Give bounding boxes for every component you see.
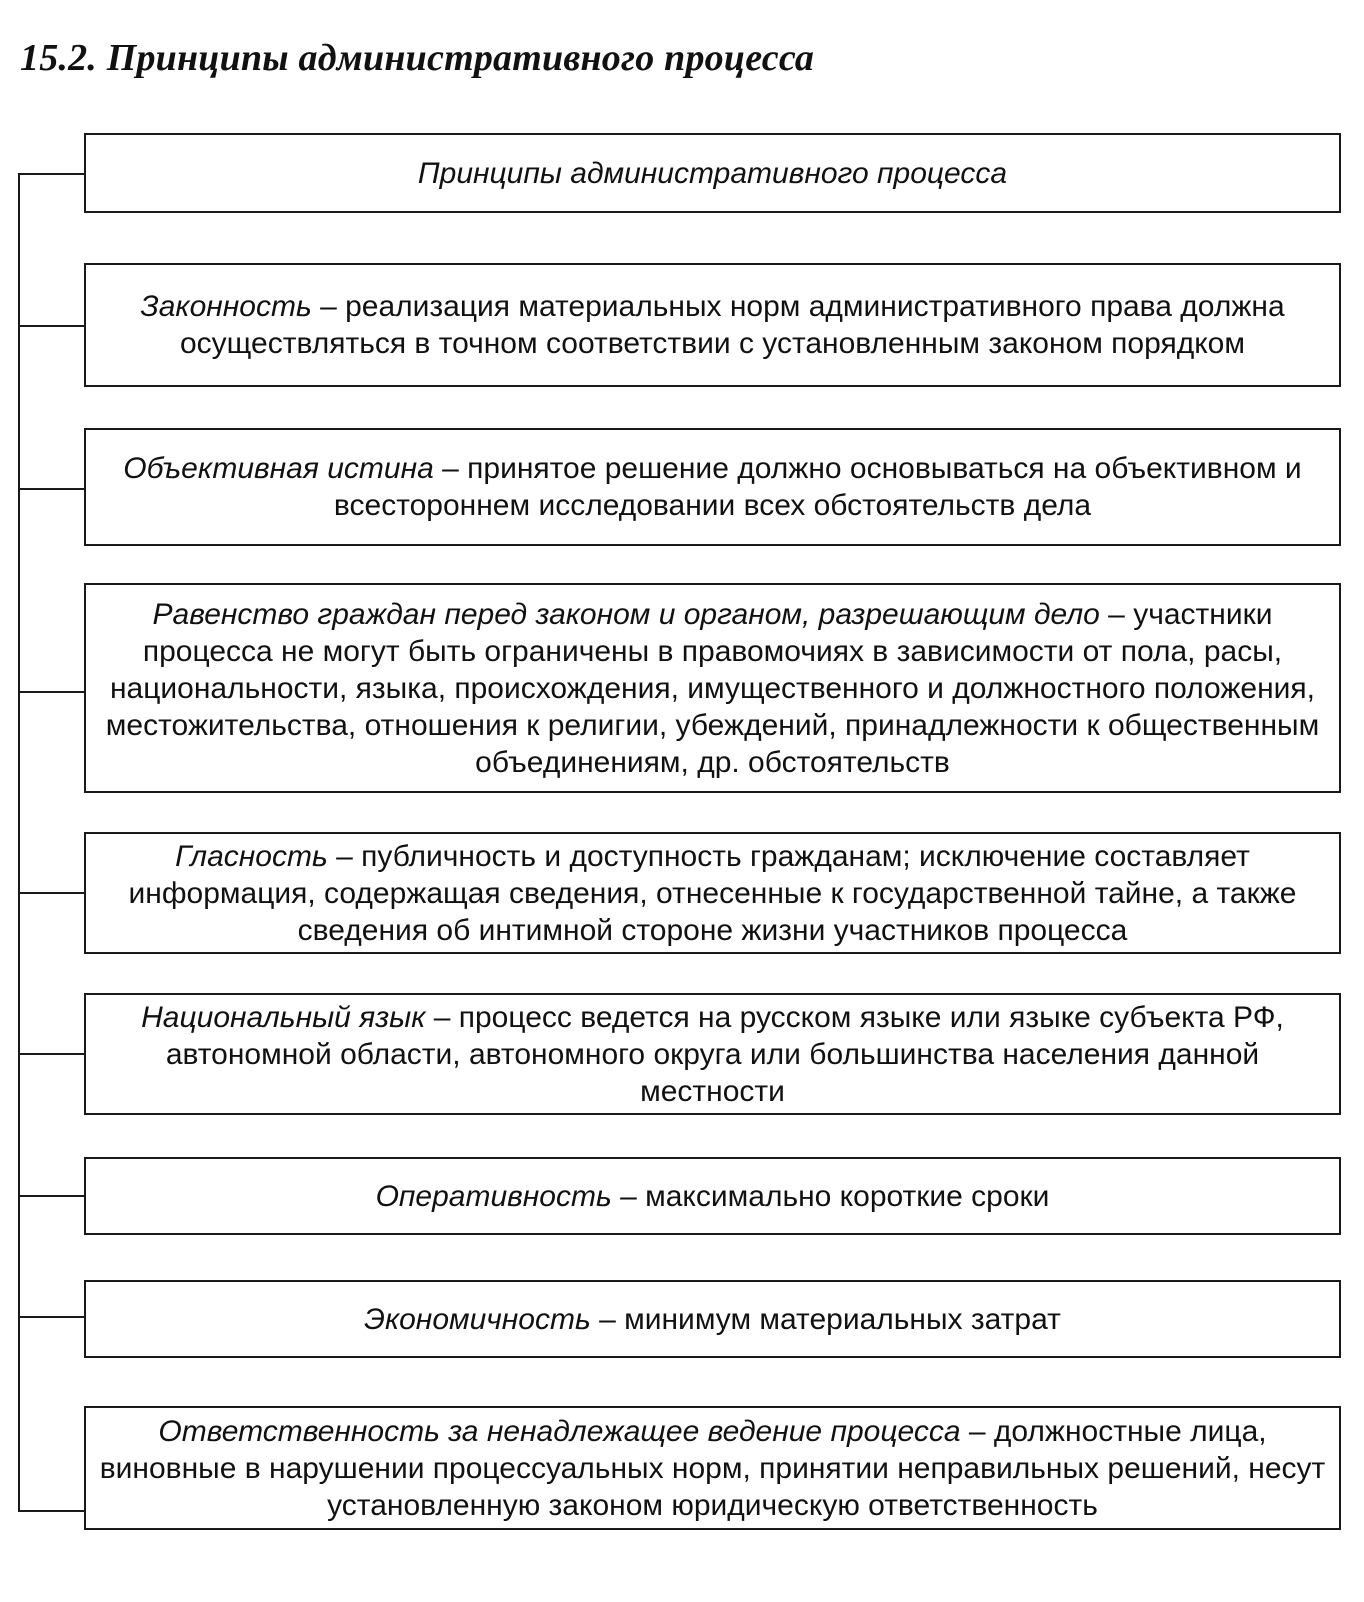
principle-definition: должностные лица, виновные в нарушении процессуальных норм, принятии неправильных решений, несут установленную законом юридическую ответственность: [99, 1414, 1326, 1522]
principle-text: [98, 450, 1327, 524]
principle-definition: процесс ведется на русском языке или языке субъекта РФ, автономной области, автономного округа или большинства населения данной местности: [165, 1000, 1284, 1108]
principle-definition: максимально короткие сроки: [645, 1179, 1050, 1213]
connector-branch-4: [18, 892, 86, 894]
principle-box-publicity: [84, 832, 1341, 954]
principle-separator: –: [590, 1302, 625, 1336]
root-label: Принципы административного процесса: [417, 156, 1008, 190]
principle-separator: –: [327, 839, 362, 873]
principle-term: Национальный язык: [141, 1000, 426, 1034]
principle-box-national-language: [84, 993, 1341, 1115]
page-title: 15.2. Принципы административного процесса: [20, 37, 815, 79]
principle-term: Экономичность: [364, 1302, 591, 1336]
principle-separator: –: [960, 1414, 994, 1448]
principle-text: [98, 288, 1327, 362]
principle-definition: принятое решение должно основываться на объективном и всестороннем исследовании всех обстоятельств дела: [333, 452, 1302, 522]
connector-branch-2: [18, 488, 86, 490]
principle-separator: –: [425, 1000, 459, 1034]
principle-box-legality: [84, 263, 1341, 387]
principle-term: Ответственность за ненадлежащее ведение процесса: [158, 1414, 961, 1448]
principle-separator: –: [433, 452, 468, 485]
principle-box-economy: [84, 1280, 1341, 1358]
principle-separator: –: [311, 290, 346, 323]
principle-term: Законность: [140, 290, 312, 323]
connector-branch-root: [18, 173, 86, 175]
connector-branch-3: [18, 691, 86, 693]
principle-text: [98, 999, 1327, 1110]
principle-text: [98, 596, 1327, 781]
principle-text: [98, 838, 1327, 949]
principle-box-objective-truth: [84, 428, 1341, 546]
principle-box-equality: [84, 583, 1341, 793]
connector-branch-8: [18, 1510, 86, 1512]
principle-term: Гласность: [175, 839, 328, 873]
principle-separator: –: [611, 1179, 646, 1213]
connector-branch-5: [18, 1053, 86, 1055]
principle-definition: публичность и доступность гражданам; исключение составляет информация, содержащая сведения, отнесенные к государственной тайне, а также сведения об интимной стороне жизни участников процесса: [128, 839, 1297, 947]
principle-text: [98, 1413, 1327, 1524]
connector-branch-1: [18, 325, 86, 327]
principle-definition: минимум материальных затрат: [624, 1302, 1061, 1336]
root-box: [84, 133, 1341, 213]
principle-box-responsibility: [84, 1406, 1341, 1530]
connector-branch-6: [18, 1195, 86, 1197]
principle-separator: –: [1099, 597, 1134, 631]
principle-term: Объективная истина: [123, 452, 434, 485]
principle-definition: участники процесса не могут быть ограничены в правомочиях в зависимости от пола, расы, национальности, языка, происхождения, имущественного и должностного положения, местожительства, отношения к религии, убеждений, принадлежности к общественным объединениям, др. обстоятельств: [105, 597, 1320, 779]
principle-term: Оперативность: [375, 1179, 612, 1213]
principle-box-efficiency: [84, 1157, 1341, 1235]
principle-definition: реализация материальных норм административного права должна осуществляться в точном соответствии с установленным законом порядком: [180, 290, 1285, 360]
principle-text: [98, 1178, 1327, 1215]
principle-text: [98, 1301, 1327, 1338]
connector-trunk: [18, 174, 20, 1511]
connector-branch-7: [18, 1316, 86, 1318]
principle-term: Равенство граждан перед законом и органом, разрешающим дело: [152, 597, 1100, 631]
